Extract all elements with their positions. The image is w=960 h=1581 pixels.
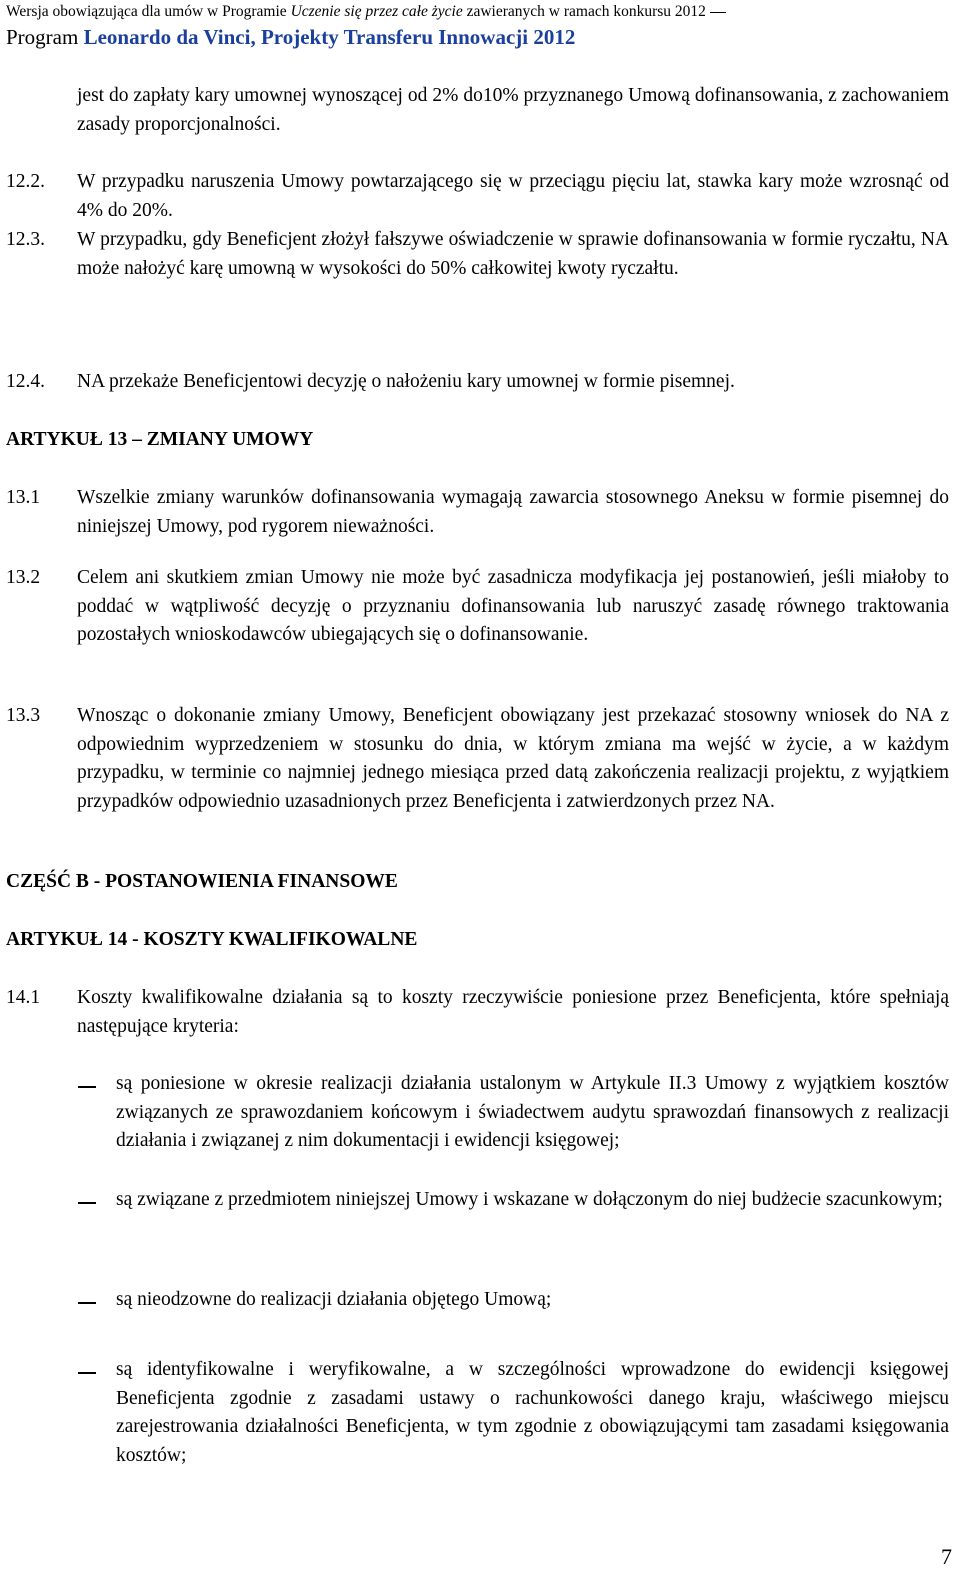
header-rule — [710, 12, 726, 13]
paragraph-12-1-continuation: jest do zapłaty kary umownej wynoszącej od 2% do10% przyznanego Umową dofinansowania, z zachowaniem zasady proporcjonalności. — [77, 85, 949, 135]
clause-text-12-2: W przypadku naruszenia Umowy powtarzającego się w przeciągu pięciu lat, stawka kary może wzrosnąć od 4% do 20%. — [77, 171, 949, 221]
document-version-header — [6, 2, 956, 22]
clause-text-13-2: Celem ani skutkiem zmian Umowy nie może być zasadnicza modyfikacja jej postanowień, jeśli miałoby to poddać w wątpliwość decyzję o przyznaniu dofinansowania lub naruszyć zasadę równego traktowania pozostałych wnioskodawców ubiegających się o dofinansowanie. — [77, 567, 949, 646]
criteria-item-4: są identyfikowalne i weryfikowalne, a w szczególności wprowadzone do ewidencji księgowej Beneficjenta zgodnie z zasadami ustawy o rachunkowości danego kraju, właściwego miejscu zarejestrowania działalności Beneficjenta, w tym zgodnie z obowiązującymi tam zasadami księgowania kosztów; — [116, 1359, 949, 1466]
criteria-item-3: są nieodzowne do realizacji działania objętego Umową; — [116, 1289, 552, 1310]
clause-number-12-2: 12.2. — [6, 171, 45, 192]
clause-text-12-4: NA przekaże Beneficjentowi decyzję o nałożeniu kary umownej w formie pisemnej. — [77, 371, 735, 392]
clause-number-13-1: 13.1 — [6, 487, 41, 508]
clause-text-13-3: Wnosząc o dokonanie zmiany Umowy, Beneficjent obowiązany jest przekazać stosowny wniosek do NA z odpowiednim wyprzedzeniem w stosunku do dnia, w którym zmiana ma wejść w życie, a w każdym przypadku, w terminie co najmniej jednego miesiąca przed datą zakończenia realizacji projektu, z wyjątkiem przypadków odpowiednio uzasadnionych przez Beneficjenta i zatwierdzonych przez NA. — [77, 705, 949, 812]
program-name: Leonardo da Vinci, Projekty Transferu Innowacji 2012 — [83, 25, 576, 49]
article-13-heading: ARTYKUŁ 13 – ZMIANY UMOWY — [6, 429, 314, 450]
clause-text-13-1: Wszelkie zmiany warunków dofinansowania wymagają zawarcia stosownego Aneksu w formie pisemnej do niniejszej Umowy, pod rygorem nieważności. — [77, 487, 949, 537]
article-14-heading: ARTYKUŁ 14 - KOSZTY KWALIFIKOWALNE — [6, 929, 418, 950]
clause-number-12-4: 12.4. — [6, 371, 45, 392]
program-label: Program — [6, 25, 84, 49]
clause-text-12-3: W przypadku, gdy Beneficjent złożył fałszywe oświadczenie w sprawie dofinansowania w formie ryczałtu, NA może nałożyć karę umowną w wysokości do 50% całkowitej kwoty ryczałtu. — [77, 229, 949, 279]
programme-name-italic: Uczenie się przez całe życie — [290, 3, 463, 20]
criteria-item-2: są związane z przedmiotem niniejszej Umowy i wskazane w dołączonym do niej budżecie szacunkowym; — [116, 1189, 943, 1210]
program-title — [6, 24, 575, 50]
list-bullet-dash — [78, 1086, 96, 1088]
clause-text-14-1: Koszty kwalifikowalne działania są to koszty rzeczywiście poniesione przez Beneficjenta, które spełniają następujące kryteria: — [77, 987, 949, 1037]
page-number: 7 — [941, 1544, 952, 1569]
list-bullet-dash — [78, 1202, 96, 1204]
clause-number-13-2: 13.2 — [6, 567, 41, 588]
list-bullet-dash — [78, 1302, 96, 1304]
criteria-item-1: są poniesione w okresie realizacji działania ustalonym w Artykule II.3 Umowy z wyjątkiem kosztów związanych ze sprawozdaniem końcowym i świadectwem audytu sprawozdań finansowych z realizacji działania i związanej z nim dokumentacji i ewidencji księgowej; — [116, 1073, 949, 1152]
version-text-suffix: zawieranych w ramach konkursu 2012 — [462, 3, 706, 20]
list-bullet-dash — [78, 1372, 96, 1374]
part-b-heading: CZĘŚĆ B - POSTANOWIENIA FINANSOWE — [6, 871, 398, 892]
clause-number-13-3: 13.3 — [6, 705, 41, 726]
version-text-prefix: Wersja obowiązująca dla umów w Programie — [6, 3, 291, 20]
clause-number-14-1: 14.1 — [6, 987, 41, 1008]
clause-number-12-3: 12.3. — [6, 229, 45, 250]
